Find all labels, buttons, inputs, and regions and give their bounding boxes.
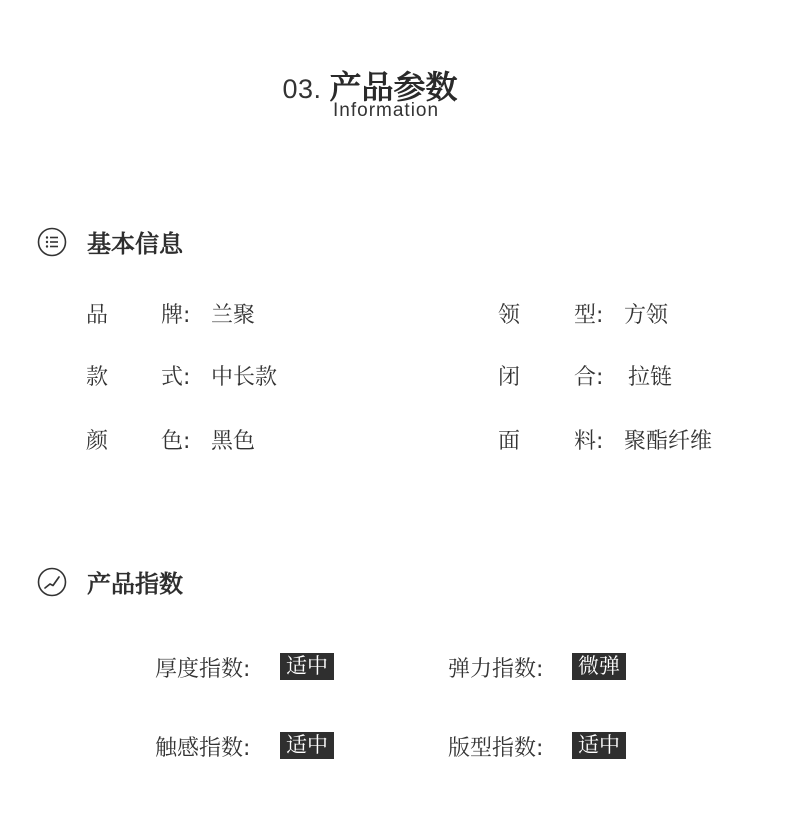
list-circle-icon [37,227,67,257]
closure-key-2: 合: [574,365,604,390]
brand-value: 兰聚 [211,303,256,328]
style-value: 中长款 [211,365,278,390]
elasticity-index-label: 弹力指数: [448,657,544,682]
section-number: 03. [282,74,322,104]
color-key-2: 色: [161,429,191,454]
style-key-1: 款 [86,365,109,390]
product-index-heading [37,564,183,599]
brand-key-1: 品 [86,303,109,328]
closure-value: 拉链 [628,365,673,390]
touch-index-label: 触感指数: [155,736,251,761]
collar-key-2: 型: [574,303,604,328]
elasticity-index-badge: 微弹 [572,653,626,680]
fabric-value: 聚酯纤维 [624,429,713,454]
fit-index-badge: 适中 [572,732,626,759]
product-index-title: 产品指数 [87,570,183,598]
color-value: 黑色 [211,429,256,454]
page-title: 产品参数 [329,68,458,106]
touch-index-badge: 适中 [280,732,334,759]
closure-key-1: 闭 [498,365,521,390]
trend-circle-icon [37,567,67,597]
fabric-key-2: 料: [574,429,604,454]
collar-value: 方领 [624,303,669,328]
collar-key-1: 领 [498,303,521,328]
fit-index-label: 版型指数: [448,736,544,761]
basic-info-heading [37,224,183,259]
thickness-index-label: 厚度指数: [155,657,251,682]
page-subtitle: Information [333,100,440,121]
fabric-key-1: 面 [498,429,521,454]
style-key-2: 式: [161,365,191,390]
basic-info-title: 基本信息 [87,230,183,258]
brand-key-2: 牌: [161,303,191,328]
thickness-index-badge: 适中 [280,653,334,680]
color-key-1: 颜 [86,429,109,454]
